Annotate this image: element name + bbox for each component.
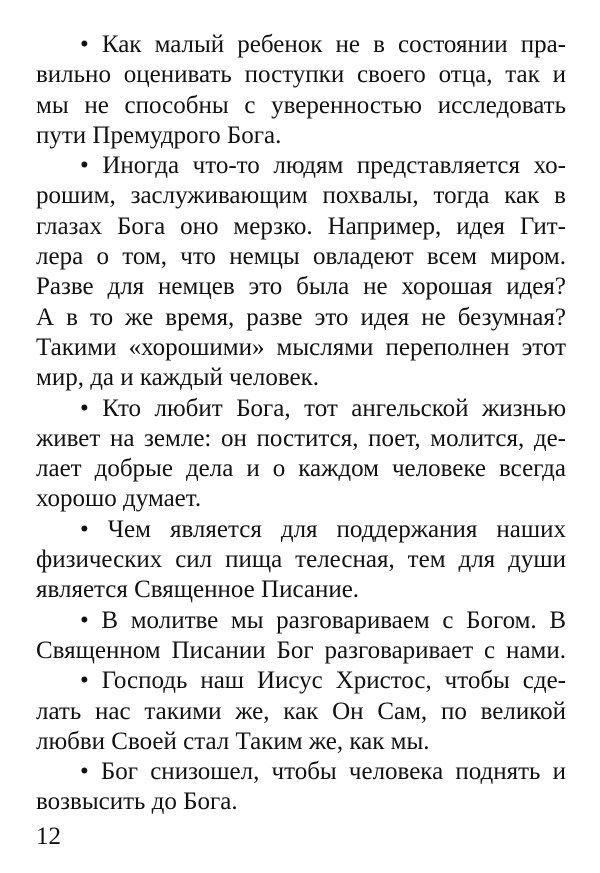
text-line: любви Своей стал Таким же, как мы. — [36, 727, 430, 755]
text-line: Разве для немцев это была не хорошая идея? — [36, 273, 566, 301]
paragraph-1 — [36, 30, 566, 151]
text-line: глазах Бога оно мерзко. Например, идея Гит- — [36, 212, 566, 240]
paragraph-6 — [36, 666, 566, 757]
text-line: лает добрые дела и о каждом человеке всегда — [36, 455, 566, 483]
text-line: является Священное Писание. — [36, 576, 360, 604]
text-line: лера о том, что немцы овладеют всем миром. — [36, 243, 566, 271]
text-line: мир, да и каждый человек. — [36, 364, 319, 392]
page-number: 12 — [36, 823, 61, 850]
text-line: рошим, заслуживающим похвалы, тогда как в — [36, 182, 566, 210]
text-line: лать нас такими же, как Он Сам, по великой — [36, 697, 566, 725]
paragraph-5 — [36, 606, 566, 667]
text-line: живет на земле: он постится, поет, молится, де- — [36, 424, 566, 452]
text-block — [36, 30, 566, 818]
paragraph-2 — [36, 151, 566, 393]
text-line: Священном Писании Бог разговаривает с нами. — [36, 636, 566, 664]
text-line: • Как малый ребенок не в состоянии пра- — [80, 31, 566, 58]
text-line: физических сил пища телесная, тем для души — [36, 546, 566, 574]
text-line: возвысить до Бога. — [36, 788, 238, 816]
text-line: • Чем является для поддержания наших — [80, 515, 566, 543]
paragraph-7 — [36, 757, 566, 818]
paragraph-4 — [36, 515, 566, 606]
text-line: • Кто любит Бога, тот ангельской жизнью — [80, 394, 566, 422]
text-line: мы не способны с уверенностью исследовать — [36, 91, 566, 119]
text-line: • Бог снизошел, чтобы человека поднять и — [80, 758, 566, 786]
paragraph-3 — [36, 394, 566, 515]
text-line: А в то же время, разве это идея не безумная? — [36, 303, 566, 331]
text-line: Такими «хорошими» мыслями переполнен этот — [36, 333, 566, 361]
text-line: • В молитве мы разговариваем с Богом. В — [80, 606, 566, 634]
text-line: пути Премудрого Бога. — [36, 121, 282, 149]
text-line: • Господь наш Иисус Христос, чтобы сде- — [80, 667, 566, 695]
text-line: хорошо думает. — [36, 485, 202, 513]
text-line: вильно оценивать поступки своего отца, так и — [36, 61, 566, 89]
text-line: • Иногда что-то людям представляется хо- — [80, 152, 566, 180]
